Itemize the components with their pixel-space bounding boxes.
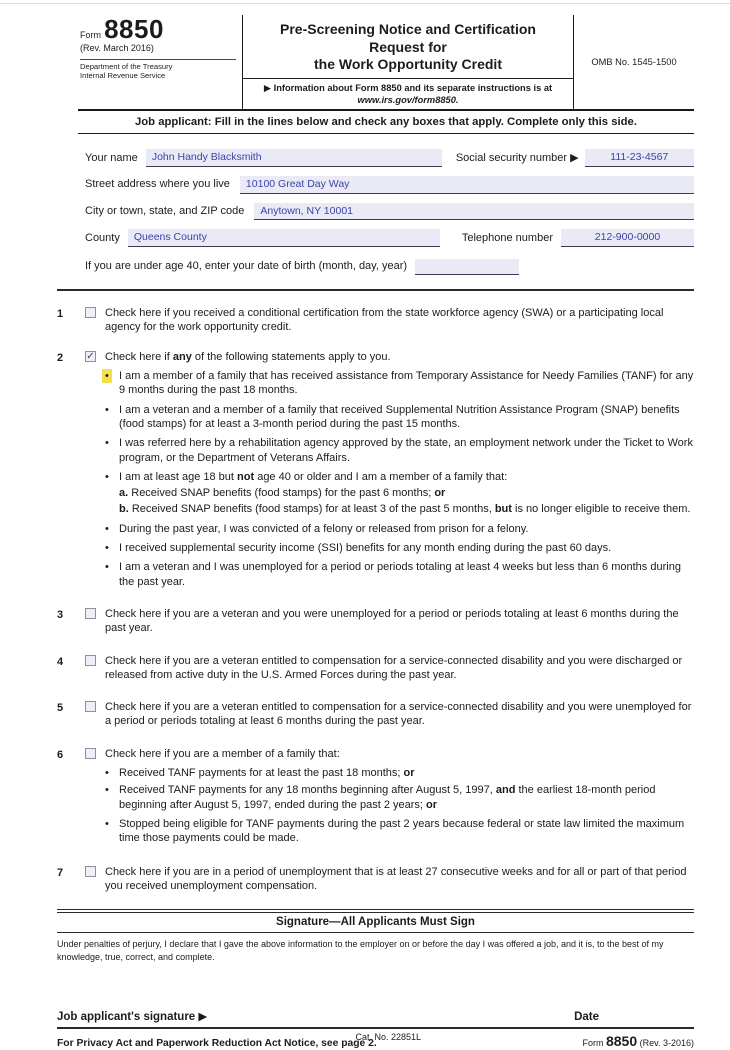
bullet-text: I am at least age 18 but not age 40 or older and I am a member of a family that: a. Received SNAP benefits (food stamps) for the past 6 months; or b. Received SNAP benefits (food stamps) for at least 3 of the past 5 months, but is no longer eligible to receive them. [119,470,694,517]
bullet-text: I am a veteran and a member of a family that received Supplemental Nutrition Assistance Program (SNAP) benefits (food stamps) for at least a 3-month period during the past 15 months. [119,403,680,430]
item-6-checkbox[interactable] [85,748,96,759]
form-footer [57,1032,694,1050]
section-divider [57,289,694,291]
your-name-input[interactable]: John Handy Blacksmith [146,149,442,167]
bullet-text: Received TANF payments for at least the past 18 months; or [119,767,415,780]
checklist-item-5 [57,700,694,729]
item-number: 3 [57,608,64,621]
item-number: 5 [57,702,64,715]
bullet-text: I am a veteran and I was unemployed for a period or periods totaling at least 4 weeks but less than 6 months during the past year. [119,561,681,588]
form-word: Form [80,30,101,40]
date-label: Date [574,1010,599,1023]
catalog-number: Cat. No. 22851L [355,1031,422,1042]
telephone-input[interactable]: 212-900-0000 [561,229,694,247]
bullet-text: I am a member of a family that has received assistance from Temporary Assistance for Needy Families (TANF) for any 9 months during the past 18 months. [119,370,694,397]
telephone-label: Telephone number [461,231,553,244]
bullet-text: During the past year, I was convicted of a felony or released from prison for a felony. [119,522,529,535]
item-7-text: Check here if you are in a period of unemployment that is at least 27 consecutive weeks and for all or part of that period you received unemployment compensation. [105,865,687,892]
county-label: County [85,231,120,244]
signature-heading: Signature—All Applicants Must Sign [57,913,694,933]
bullet-marker: • [105,437,109,450]
item-2-text: Check here if any of the following statements apply to you. [105,350,391,363]
bullet-marker: • [105,522,109,535]
your-name-label: Your name [85,151,138,164]
form-title: Pre-Screening Notice and Certification Request for the Work Opportunity Credit [280,21,536,72]
checklist-item-7 [57,865,694,894]
signature-row [57,1010,694,1029]
privacy-act-notice: For Privacy Act and Paperwork Reduction Act Notice, see page 2. [57,1037,377,1049]
checklist-item-6 [57,747,694,846]
item-7-checkbox[interactable] [85,866,96,877]
item-2-checkbox[interactable]: ✓ [86,350,95,362]
item-3-checkbox[interactable] [85,608,96,619]
form-8850-page [0,4,730,1050]
item-number: 1 [57,308,64,321]
county-input[interactable]: Queens County [128,229,440,247]
item-6-text: Check here if you are a member of a family that: [105,747,340,760]
bullet-marker: • [105,817,109,830]
form-id-block [78,15,243,109]
applicant-fields [57,134,694,275]
job-applicant-banner: Job applicant: Fill in the lines below and check any boxes that apply. Complete only this side. [78,111,694,135]
job-applicant-signature-label: Job applicant's signature ▶ [57,1010,208,1023]
department-name: Department of the Treasury [80,61,173,71]
checklist-item-4 [57,654,694,683]
item-2-bullets [105,369,694,589]
item-number: 2 [57,351,64,364]
bullet-text: I received supplemental security income (SSI) benefits for any month ending during the past 60 days. [119,542,612,555]
item-5-checkbox[interactable] [85,701,96,712]
item-6-bullets [105,766,694,845]
checklist-item-3 [57,607,694,636]
item-number: 6 [57,748,64,761]
form-number: 8850 [104,14,164,44]
bullet-text: Stopped being eligible for TANF payments during the past 2 years because federal or state law limited the maximum time those payments could be made. [119,817,685,845]
checklist-item-1 [57,306,694,335]
sub-item-a: a. Received SNAP benefits (food stamps) for the past 6 months; or [119,487,446,500]
ssn-label: Social security number ▶ [455,151,579,164]
sub-item-b: b. Received SNAP benefits (food stamps) for at least 3 of the past 5 months, but is no longer eligible to receive them. [119,503,691,516]
form-footer-reference: Form 8850 (Rev. 3-2016) [582,1032,694,1049]
item-1-text: Check here if you received a conditional certification from the state workforce agency (SWA) or a participating local agency for the work opportunity credit. [105,307,664,334]
omb-number: OMB No. 1545-1500 [591,56,677,67]
street-address-input[interactable]: 10100 Great Day Way [240,176,694,194]
item-3-text: Check here if you are a veteran and you were unemployed for a period or periods totaling at least 6 months during the past year. [105,607,679,635]
bullet-marker: • [105,403,109,416]
item-4-text: Check here if you are a veteran entitled to compensation for a service-connected disability and you were discharged or released from active duty in the U.S. Armed Forces during the past year. [105,654,683,681]
dob-label: If you are under age 40, enter your date of birth (month, day, year) [85,259,408,272]
bullet-text: I was referred here by a rehabilitation agency approved by the state, an employment network under the Ticket to Work program, or the Department of Veterans Affairs. [119,437,693,464]
bullet-marker: • [105,561,109,574]
bullet-text: Received TANF payments for any 18 months beginning after August 5, 1997, and the earliest 18-month period beginning after August 5, 1997, ended during the past 2 years; or [119,784,656,811]
form-title-block [243,15,574,109]
bullet-marker: • [105,470,109,483]
checklist-item-2 [57,350,694,589]
city-state-zip-label: City or town, state, and ZIP code [85,204,245,217]
bullet-marker: • [105,542,109,555]
highlighted-bullet-marker: • [105,369,119,398]
bullet-marker: • [105,767,109,780]
agency-name: Internal Revenue Service [80,71,166,81]
item-number: 4 [57,655,64,668]
agency-block [80,59,236,81]
item-4-checkbox[interactable] [85,655,96,666]
item-number: 7 [57,866,64,879]
instructions-link-line: ▶ Information about Form 8850 and its separate instructions is at www.irs.gov/form8850. [243,78,573,109]
street-address-label: Street address where you live [85,178,230,191]
item-1-checkbox[interactable] [85,307,96,318]
city-state-zip-input[interactable]: Anytown, NY 10001 [254,203,694,221]
ssn-input[interactable]: 111-23-4567 [585,149,694,167]
perjury-statement: Under penalties of perjury, I declare that I gave the above information to the employer on or before the day I was offered a job, and it is, to the best of my knowledge, true, correct, and complete. [57,938,664,962]
item-5-text: Check here if you are a veteran entitled to compensation for a service-connected disability and you were unemployed for a period or periods totaling at least 6 months during the past year. [105,701,692,728]
form-revision: (Rev. March 2016) [80,43,154,54]
dob-input[interactable] [415,259,519,275]
form-header [78,15,694,111]
bullet-marker: • [105,784,109,797]
